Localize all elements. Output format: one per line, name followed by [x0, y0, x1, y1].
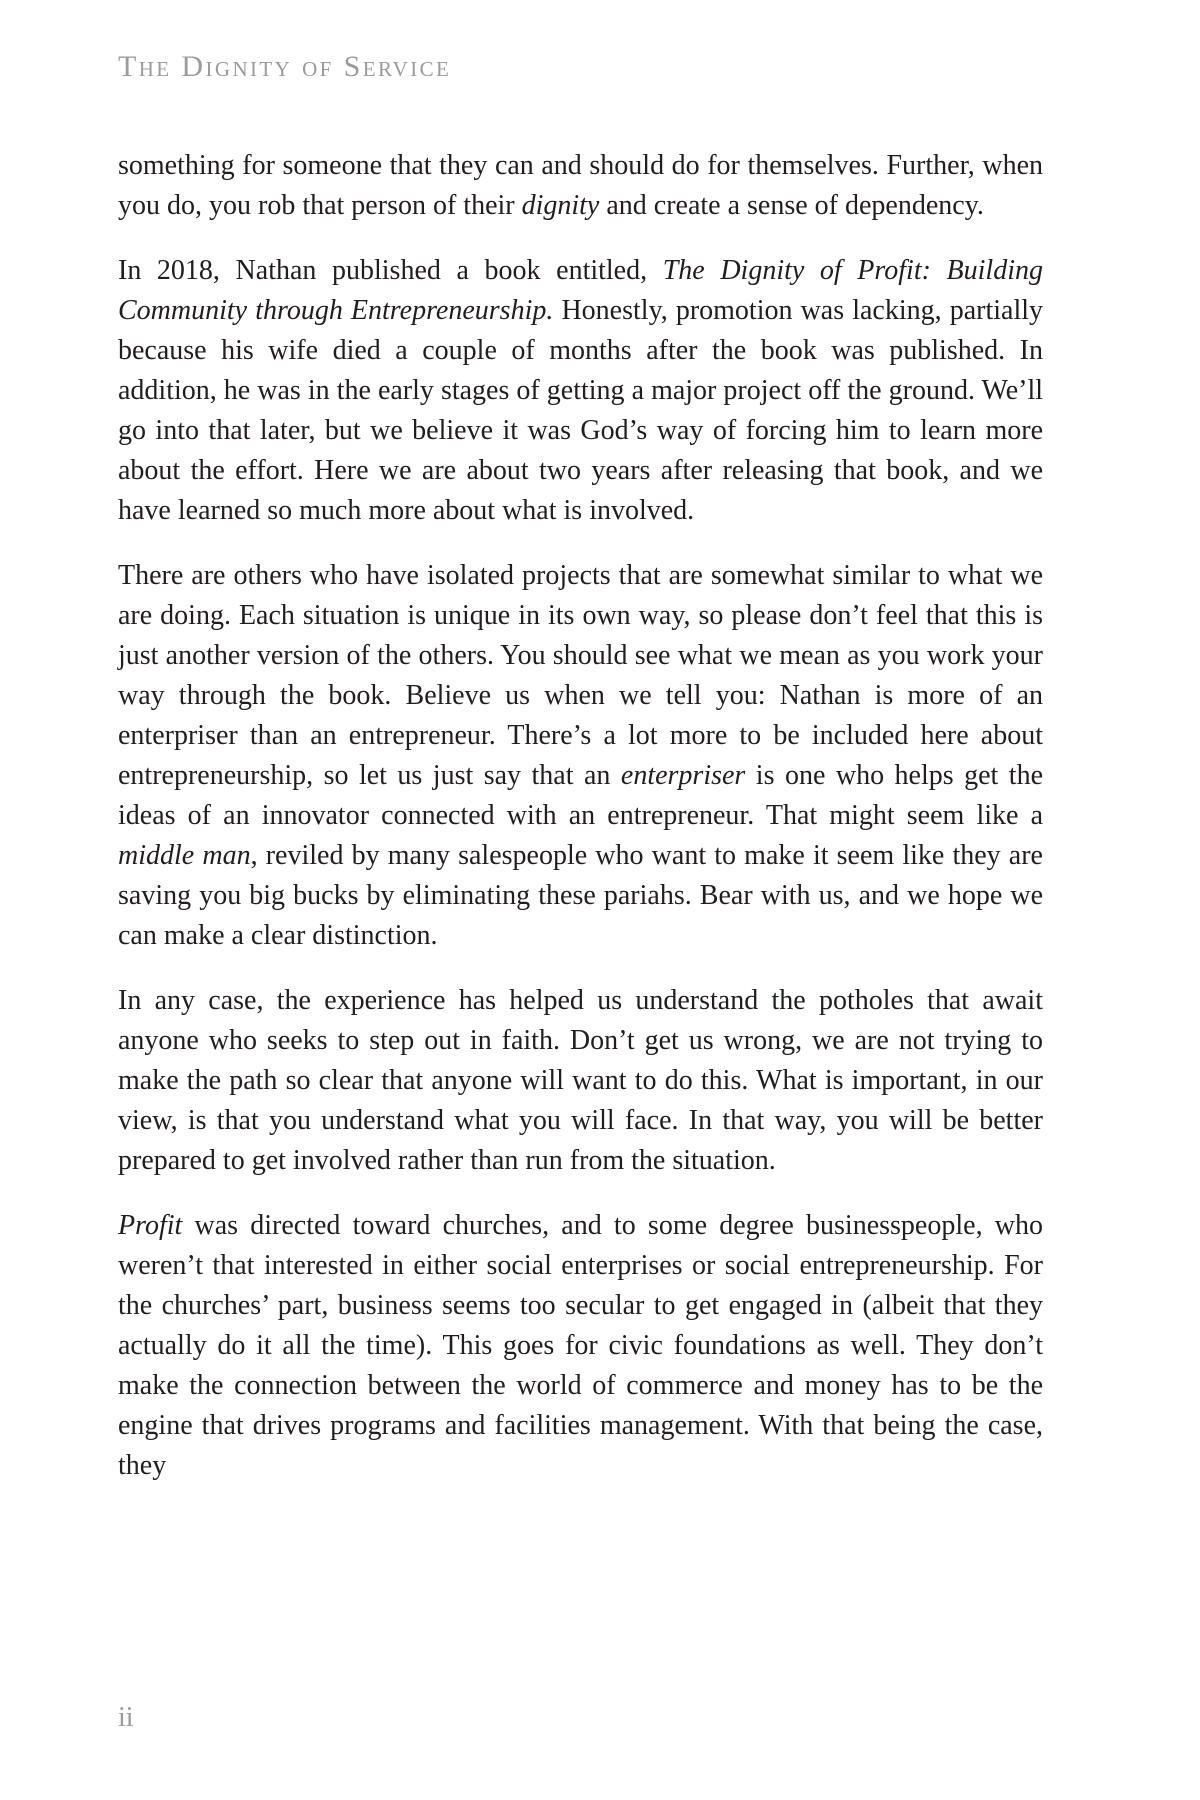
- page-number: ii: [118, 1702, 134, 1733]
- text-run: is one who helps get the ideas of an innovator connected with an entrepreneur. That might seem like a: [118, 760, 1043, 831]
- italic-text-run: enterpriser: [620, 760, 746, 791]
- italic-text-run: Profit: [118, 1210, 183, 1241]
- paragraph-2: [118, 251, 1043, 531]
- italic-text-run: middle man: [118, 840, 251, 871]
- page-body-text: [118, 146, 1043, 1486]
- text-run: and create a sense of dependency.: [599, 190, 984, 221]
- text-run: Honestly, promotion was lacking, partially because his wife died a couple of months after the book was published. In addition, he was in the early stages of getting a major project off the ground. We’ll go into that later, but we believe it was God’s way of forcing him to learn more about the effort. Here we are about two years after releasing that book, and we have learned so much more about what is involved.: [118, 295, 1044, 526]
- text-run: In any case, the experience has helped us understand the potholes that await anyone who seeks to step out in faith. Don’t get us wrong, we are not trying to make the path so clear that anyone will want to do this. What is important, in our view, is that you understand what you will face. In that way, you will be better prepared to get involved rather than run from the situation.: [118, 985, 1043, 1176]
- text-run: There are others who have isolated projects that are somewhat similar to what we are doing. Each situation is unique in its own way, so please don’t feel that this is just another version of the others. You should see what we mean as you work your way through the book. Believe us when we tell you: Nathan is more of an enterpriser than an entrepreneur. There’s a lot more to be included here about entrepreneurship, so let us just say that an: [118, 560, 1043, 791]
- paragraph-4: [118, 981, 1043, 1181]
- italic-text-run: dignity: [521, 190, 600, 221]
- paragraph-5: [118, 1206, 1043, 1486]
- text-run: In 2018, Nathan published a book entitled,: [118, 255, 663, 286]
- paragraph-1: [118, 146, 1043, 226]
- text-run: was directed toward churches, and to some degree businesspeople, who weren’t that interested in either social enterprises or social entrepreneurship. For the churches’ part, business seems too secular to get engaged in (albeit that they actually do it all the time). This goes for civic foundations as well. They don’t make the connection between the world of commerce and money has to be the engine that drives programs and facilities management. With that being the case, they: [118, 1210, 1043, 1481]
- text-run: , reviled by many salespeople who want to make it seem like they are saving you big bucks by eliminating these pariahs. Bear with us, and we hope we can make a clear distinction.: [118, 840, 1043, 951]
- text-run: something for someone that they can and should do for themselves. Further, when you do, you rob that person of their: [118, 150, 1043, 221]
- italic-text-run: The Dignity of Profit: Building Community through Entrepreneurship.: [118, 255, 1043, 326]
- paragraph-3: [118, 556, 1043, 956]
- running-header: The Dignity of Service: [118, 50, 452, 83]
